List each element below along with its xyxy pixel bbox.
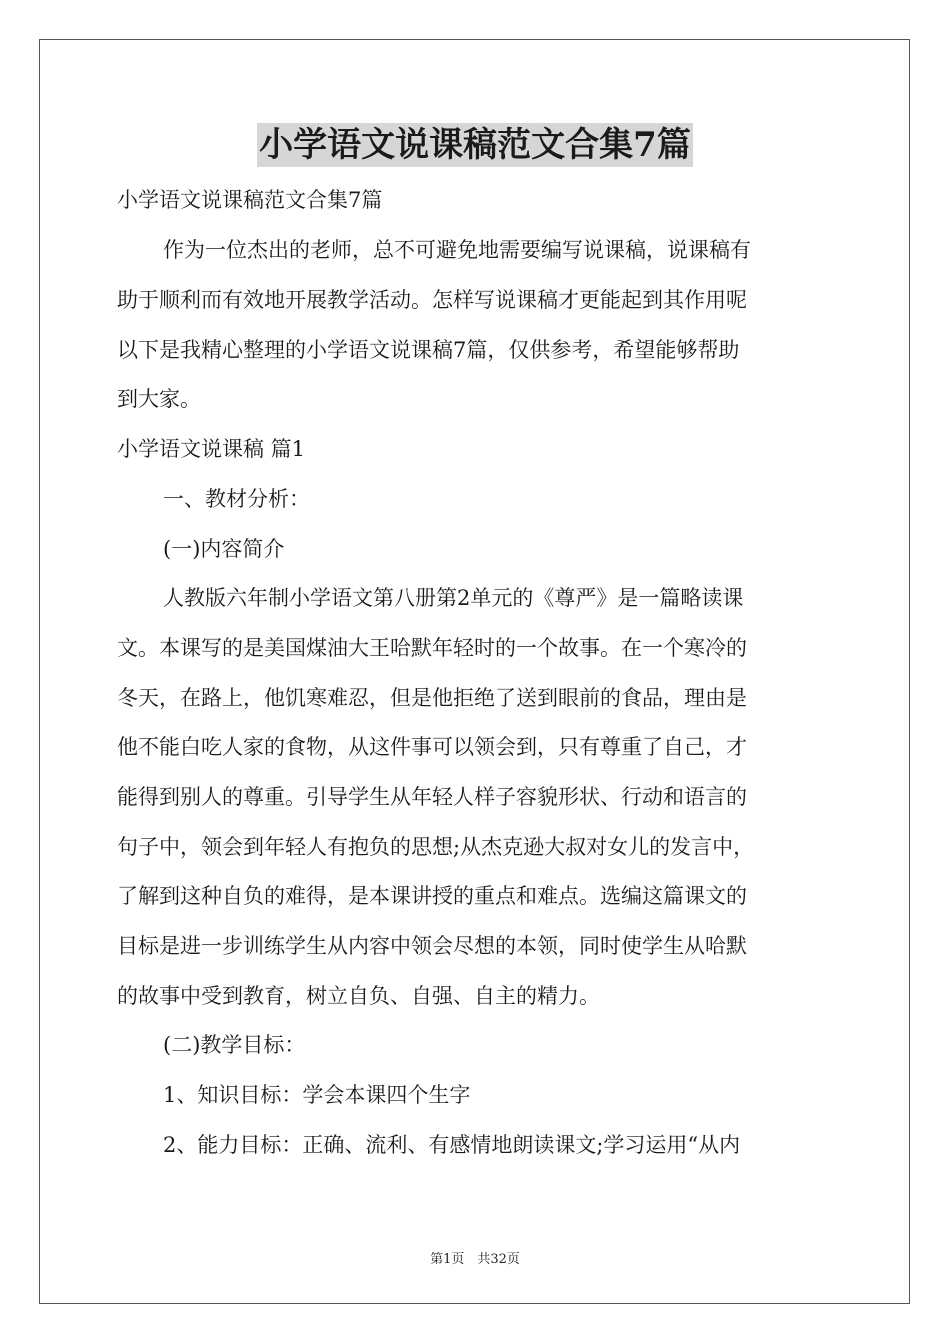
paragraph-line: 人教版六年制小学语文第八册第2单元的《尊严》是一篇略读课 [163, 586, 744, 610]
section-heading: 小学语文说课稿 篇1 [117, 437, 306, 461]
paragraph-line: 以下是我精心整理的小学语文说课稿7篇，仅供参考，希望能够帮助 [117, 338, 740, 362]
section-subheading: 一、教材分析： [163, 487, 310, 511]
section-subheading: (二)教学目标： [163, 1033, 306, 1057]
paragraph-line: 的故事中受到教育，树立自负、自强、自主的精力。 [117, 984, 600, 1008]
paragraph-line: 作为一位杰出的老师，总不可避免地需要编写说课稿，说课稿有 [163, 238, 751, 262]
paragraph-line: 到大家。 [117, 387, 201, 411]
page-footer: 第1页 共32页 [430, 1252, 520, 1267]
paragraph-line: 冬天，在路上，他饥寒难忍，但是他拒绝了送到眼前的食品，理由是 [117, 686, 747, 710]
subtitle-line: 小学语文说课稿范文合集7篇 [117, 188, 383, 212]
paragraph-line: 他不能白吃人家的食物，从这件事可以领会到，只有尊重了自己，才 [117, 735, 747, 759]
page-border [39, 39, 910, 1304]
list-item: 2、能力目标：正确、流利、有感情地朗读课文;学习运用“从内 [163, 1133, 741, 1157]
list-item: 1、知识目标：学会本课四个生字 [163, 1083, 471, 1107]
document-title: 小学语文说课稿范文合集7篇 [259, 125, 691, 165]
paragraph-line: 能得到别人的尊重。引导学生从年轻人样子容貌形状、行动和语言的 [117, 785, 747, 809]
paragraph-line: 目标是进一步训练学生从内容中领会尽想的本领，同时使学生从哈默 [117, 934, 747, 958]
section-subheading: (一)内容简介 [163, 537, 285, 561]
paragraph-line: 助于顺利而有效地开展教学活动。怎样写说课稿才更能起到其作用呢 [117, 288, 747, 312]
title-container [0, 123, 950, 167]
paragraph-line: 文。本课写的是美国煤油大王哈默年轻时的一个故事。在一个寒冷的 [117, 636, 747, 660]
paragraph-line: 句子中，领会到年轻人有抱负的思想;从杰克逊大叔对女儿的发言中， [117, 835, 755, 859]
paragraph-line: 了解到这种自负的难得，是本课讲授的重点和难点。选编这篇课文的 [117, 884, 747, 908]
